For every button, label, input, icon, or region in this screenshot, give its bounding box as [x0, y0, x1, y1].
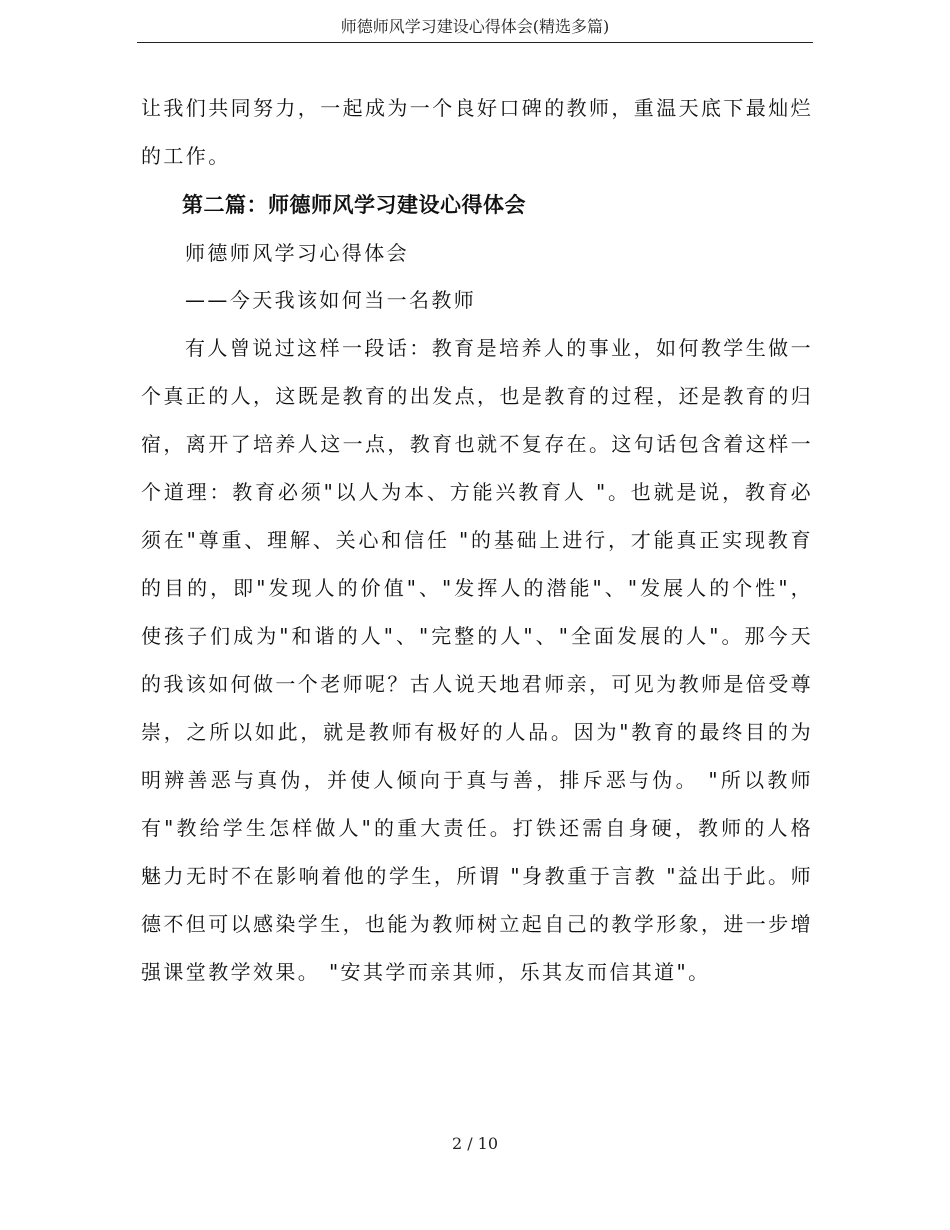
subtitle-line-2: ——今天我该如何当一名教师 [185, 288, 477, 312]
page-header [137, 14, 813, 43]
page-number: 2 / 10 [451, 1134, 499, 1153]
main-paragraph: 有人曾说过这样一段话：教育是培养人的事业，如何教学生做一个真正的人，这既是教育的出发点，也是教育的过程，还是教育的归宿，离开了培养人这一点，教育也就不复存在。这句话包含着这样一个道理：教育必须"以人为本、方能兴教育人 "。也就是说，教育必须在"尊重、理解、关心和信任 "的基础上进行，才能真正实现教育的目的，即"发现人的价值"、"发挥人的潜能"、"发展人的个性"，使孩子们成为"和谐的人"、"完整的人"、"全面发展的人"。那今天的我该如何做一个老师呢？古人说天地君师亲，可见为教师是倍受尊崇，之所以如此，就是教师有极好的人品。因为"教育的最终目的为明辨善恶与真伪，并使人倾向于真与善，排斥恶与伪。 "所以教师有"教给学生怎样做人"的重大责任。打铁还需自身硬，教师的人格魅力无时不在影响着他的学生，所谓 "身教重于言教 "益出于此。师德不但可以感染学生，也能为教师树立起自己的教学形象，进一步增强课堂教学效果。 "安其学而亲其师，乐其友而信其道"。 [141, 336, 813, 984]
document-title: 师德师风学习建设心得体会(精选多篇) [340, 17, 610, 36]
section-heading: 第二篇：师德师风学习建设心得体会 [182, 193, 526, 217]
subtitle-line-1: 师德师风学习心得体会 [185, 241, 409, 265]
document-body [141, 84, 813, 996]
intro-paragraph: 让我们共同努力，一起成为一个良好口碑的教师，重温天底下最灿烂的工作。 [141, 96, 813, 168]
